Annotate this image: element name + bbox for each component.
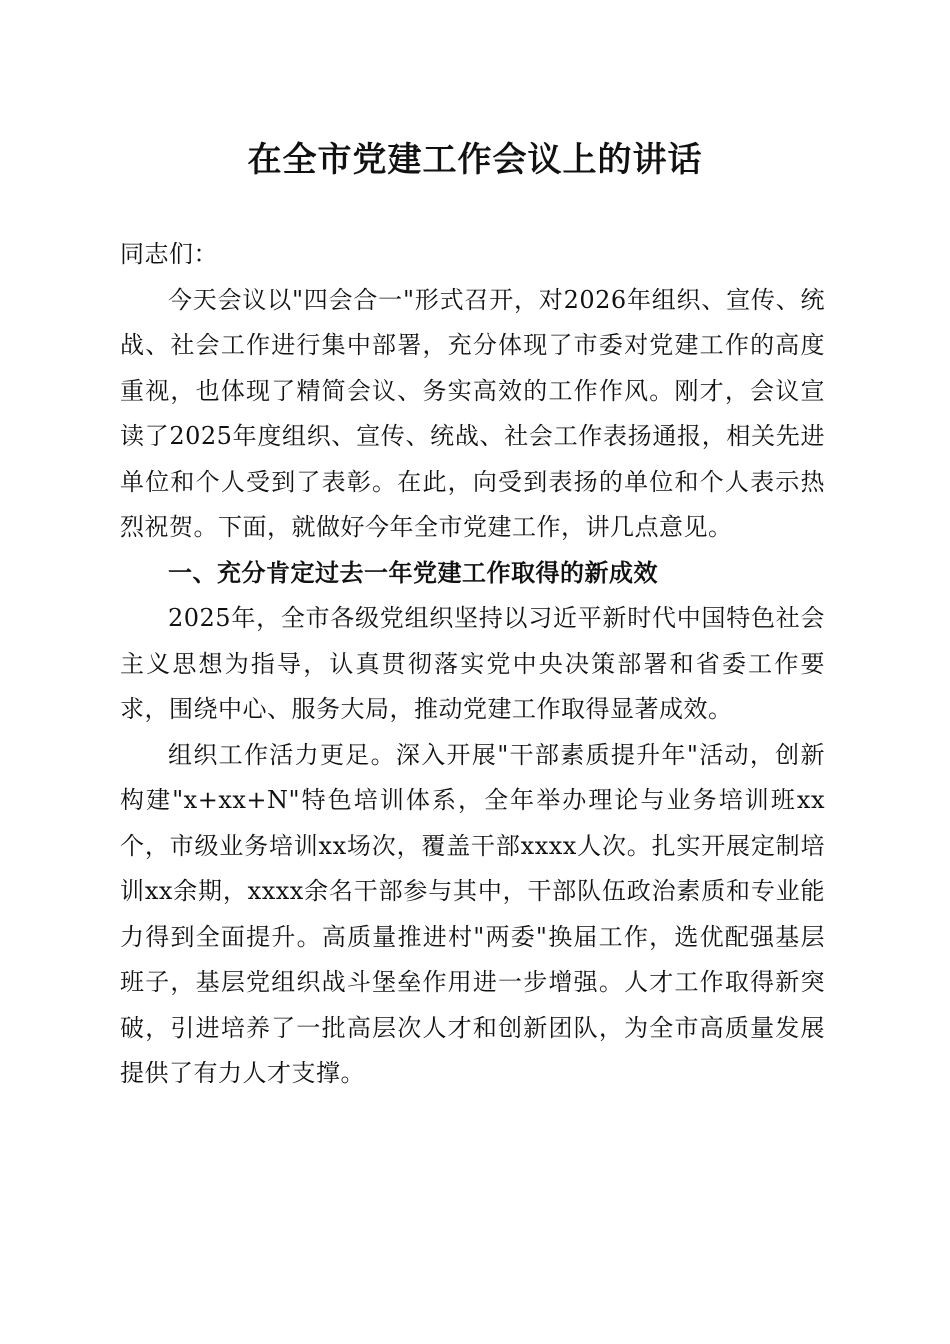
salutation: 同志们：: [120, 240, 218, 268]
document-title: 在全市党建工作会议上的讲话: [247, 140, 703, 180]
paragraph-summary: 2025年，全市各级党组织坚持以习近平新时代中国特色社会主义思想为指导，认真贯彻落实党中央决策部署和省委工作要求，围绕中心、服务大局，推动党建工作取得显著成效。: [120, 604, 825, 723]
paragraph-organization-work: 组织工作活力更足。深入开展"干部素质提升年"活动，创新构建"x+xx+N"特色培训体系，全年举办理论与业务培训班xx个，市级业务培训xx场次，覆盖干部xxxx人次。扎实开展定制培训xx余期，xxxx余名干部参与其中，干部队伍政治素质和专业能力得到全面提升。高质量推进村"两委"换届工作，选优配强基层班子，基层党组织战斗堡垒作用进一步增强。人才工作取得新突破，引进培养了一批高层次人才和创新团队，为全市高质量发展提供了有力人才支撑。: [120, 740, 825, 1087]
paragraph-opening: 今天会议以"四会合一"形式召开，对2026年组织、宣传、统战、社会工作进行集中部署，充分体现了市委对党建工作的高度重视，也体现了精简会议、务实高效的工作作风。刚才，会议宣读了2025年度组织、宣传、统战、社会工作表扬通报，相关先进单位和个人受到了表彰。在此，向受到表扬的单位和个人表示热烈祝贺。下面，就做好今年全市党建工作，讲几点意见。: [120, 285, 825, 541]
document-body: [120, 232, 825, 1097]
section-heading: 一、充分肯定过去一年党建工作取得的新成效: [168, 558, 658, 587]
